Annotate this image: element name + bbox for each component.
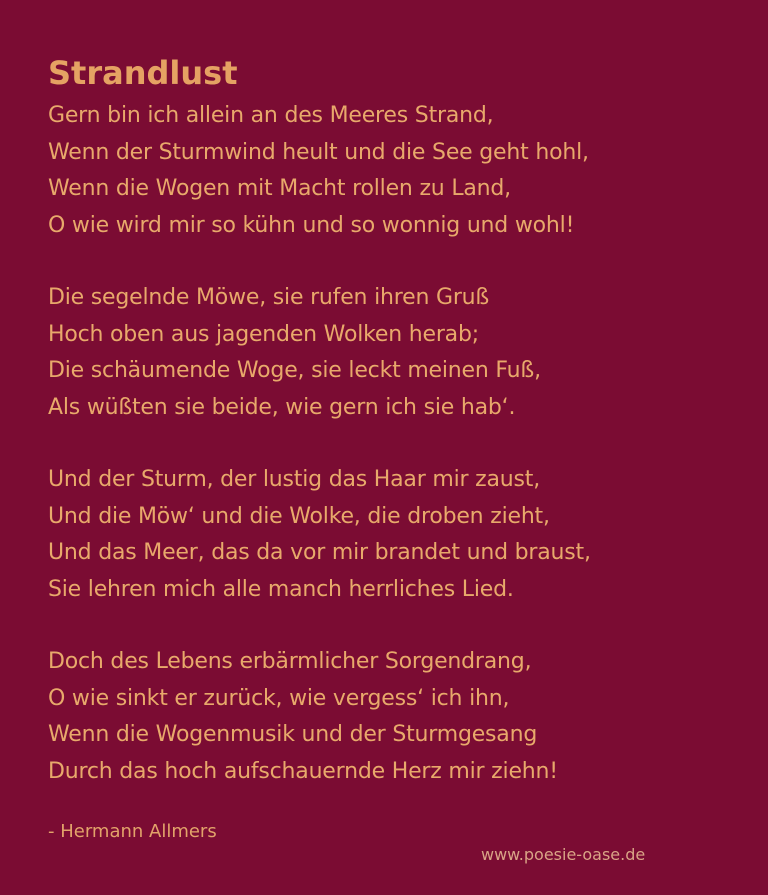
- poem-line: Wenn die Wogen mit Macht rollen zu Land,: [48, 176, 511, 201]
- poem-line: Und die Möw‘ und die Wolke, die droben zieht,: [48, 503, 550, 529]
- website-url: www.poesie-oase.de: [481, 845, 646, 864]
- author-credit: - Hermann Allmers: [48, 821, 217, 842]
- poem-line: Und das Meer, das da vor mir brandet und braust,: [48, 540, 591, 565]
- poem-line: Hoch oben aus jagenden Wolken herab;: [48, 321, 479, 347]
- poem-line: Die schäumende Woge, sie leckt meinen Fuß,: [48, 358, 541, 383]
- poem-line: Wenn der Sturmwind heult und die See geht hohl,: [48, 139, 589, 165]
- poem: [48, 52, 748, 826]
- poem-line: Die segelnde Möwe, sie rufen ihren Gruß: [48, 285, 490, 310]
- poem-line: O wie sinkt er zurück, wie vergess‘ ich ihn,: [48, 685, 510, 711]
- stanza-1: [48, 98, 748, 244]
- poem-line: Als wüßten sie beide, wie gern ich sie hab‘.: [48, 394, 516, 420]
- stanza-3: [48, 462, 748, 608]
- stanza-2: [48, 280, 748, 426]
- poem-title: Strandlust: [48, 54, 238, 92]
- poem-line: Durch das hoch aufschauernde Herz mir ziehn!: [48, 758, 558, 784]
- poem-line: Sie lehren mich alle manch herrliches Lied.: [48, 576, 514, 602]
- poem-line: Gern bin ich allein an des Meeres Strand,: [48, 103, 494, 128]
- poem-line: Und der Sturm, der lustig das Haar mir zaust,: [48, 467, 540, 492]
- poem-line: O wie wird mir so kühn und so wonnig und wohl!: [48, 212, 575, 238]
- stanza-4: [48, 644, 748, 790]
- poem-line: Wenn die Wogenmusik und der Sturmgesang: [48, 722, 538, 747]
- poem-line: Doch des Lebens erbärmlicher Sorgendrang,: [48, 649, 532, 674]
